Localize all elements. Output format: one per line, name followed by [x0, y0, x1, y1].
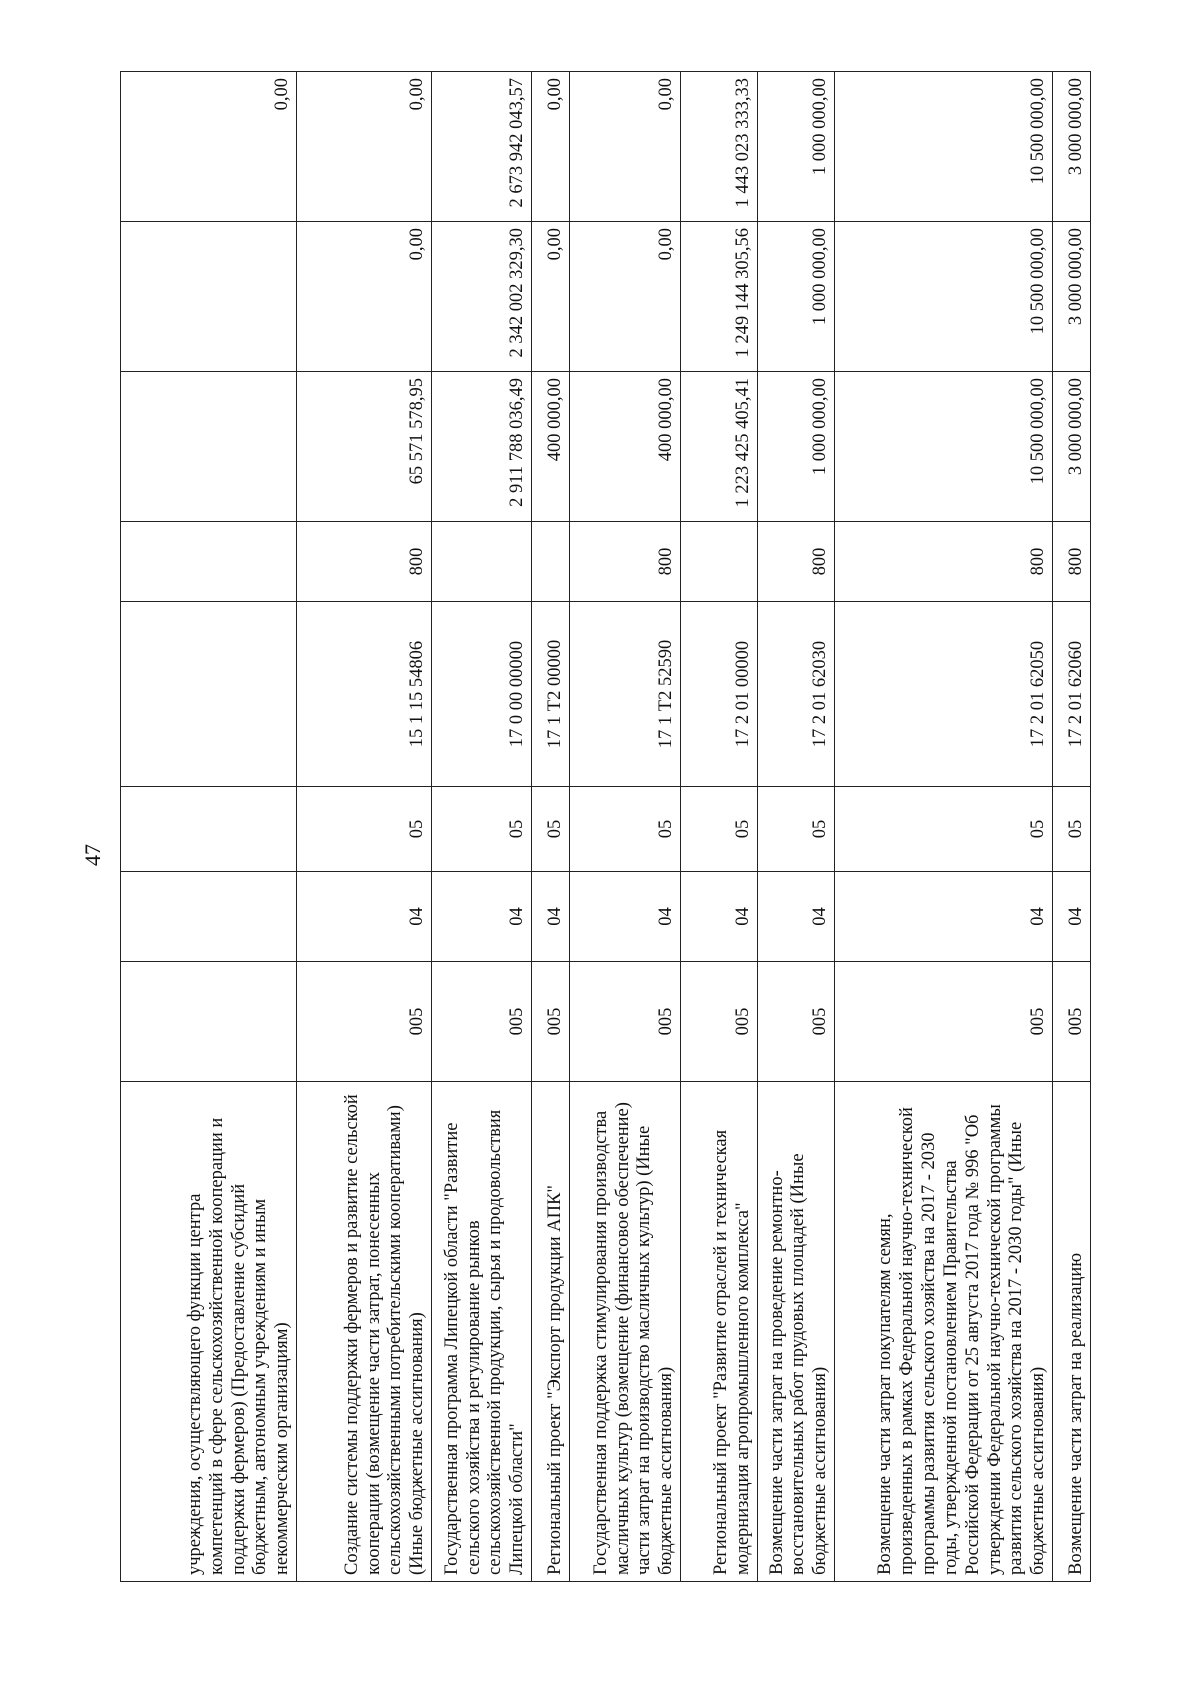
row-description: Возмещение части затрат на реализацию	[1053, 1082, 1091, 1582]
row-grbs: 005	[835, 962, 1053, 1082]
row-sum-2: 1 000 000,00	[758, 222, 835, 372]
row-sum-3: 3 000 000,00	[1053, 72, 1091, 222]
row-expense-type	[532, 522, 570, 602]
row-description: Государственная программа Липецкой области "Развитие сельского хозяйства и регулирование рынков сельскохозяйственной продукции, сырья и продовольствия Липецкой области"	[432, 1082, 532, 1582]
row-description: Региональный проект "Развитие отраслей и техническая модернизация агропромышленного комплекса"	[681, 1082, 758, 1582]
table-row	[681, 72, 758, 1582]
row-target-article: 15 1 15 54806	[297, 602, 432, 787]
row-target-article: 17 1 Т2 52590	[570, 602, 681, 787]
row-subsection: 05	[835, 787, 1053, 872]
row-sum-3: 1 000 000,00	[758, 72, 835, 222]
row-sum-1: 65 571 578,95	[297, 372, 432, 522]
budget-table	[120, 71, 1091, 1582]
row-expense-type: 800	[570, 522, 681, 602]
table-row	[297, 72, 432, 1582]
row-target-article	[121, 602, 297, 787]
row-section	[121, 872, 297, 962]
table-row	[570, 72, 681, 1582]
row-sum-3: 0,00	[121, 72, 297, 222]
row-sum-1: 1 000 000,00	[758, 372, 835, 522]
row-section: 04	[297, 872, 432, 962]
table-row	[532, 72, 570, 1582]
table-row	[121, 72, 297, 1582]
row-subsection: 05	[532, 787, 570, 872]
table-row	[758, 72, 835, 1582]
row-sum-3: 0,00	[297, 72, 432, 222]
row-sum-3: 1 443 023 333,33	[681, 72, 758, 222]
row-sum-2	[121, 222, 297, 372]
rotated-table-container	[120, 72, 1090, 1582]
table-row	[835, 72, 1053, 1582]
row-target-article: 17 0 00 00000	[432, 602, 532, 787]
row-sum-2: 0,00	[570, 222, 681, 372]
row-section: 04	[570, 872, 681, 962]
row-sum-1: 3 000 000,00	[1053, 372, 1091, 522]
row-section: 04	[758, 872, 835, 962]
row-sum-2: 2 342 002 329,30	[432, 222, 532, 372]
row-section: 04	[835, 872, 1053, 962]
row-subsection: 05	[681, 787, 758, 872]
row-grbs: 005	[758, 962, 835, 1082]
row-section: 04	[681, 872, 758, 962]
row-description: учреждения, осуществляющего функции центра компетенций в сфере сельскохозяйственной кооперации и поддержки фермеров) (Предоставление субсидий бюджетным, автономным учреждениям и иным некоммерческим организациям)	[121, 1082, 297, 1582]
row-expense-type	[681, 522, 758, 602]
table-row	[1053, 72, 1091, 1582]
row-sum-1: 400 000,00	[532, 372, 570, 522]
row-grbs	[121, 962, 297, 1082]
row-description: Государственная поддержка стимулирования производства масличных культур (возмещение (финансовое обеспечение) части затрат на производство масличных культур) (Иные бюджетные ассигнования)	[570, 1082, 681, 1582]
row-expense-type: 800	[297, 522, 432, 602]
row-sum-1: 10 500 000,00	[835, 372, 1053, 522]
row-expense-type: 800	[1053, 522, 1091, 602]
row-target-article: 17 2 01 62060	[1053, 602, 1091, 787]
row-grbs: 005	[681, 962, 758, 1082]
row-description: Создание системы поддержки фермеров и развитие сельской кооперации (возмещение части затрат, понесенных сельскохозяйственными потребительскими кооперативами) (Иные бюджетные ассигнования)	[297, 1082, 432, 1582]
row-target-article: 17 2 01 62030	[758, 602, 835, 787]
row-expense-type	[432, 522, 532, 602]
row-subsection: 05	[758, 787, 835, 872]
row-sum-3: 0,00	[532, 72, 570, 222]
row-sum-2: 10 500 000,00	[835, 222, 1053, 372]
row-subsection	[121, 787, 297, 872]
row-expense-type	[121, 522, 297, 602]
row-section: 04	[1053, 872, 1091, 962]
row-sum-1	[121, 372, 297, 522]
row-description: Региональный проект "Экспорт продукции АПК"	[532, 1082, 570, 1582]
row-grbs: 005	[1053, 962, 1091, 1082]
table-row	[432, 72, 532, 1582]
row-grbs: 005	[532, 962, 570, 1082]
row-sum-3: 10 500 000,00	[835, 72, 1053, 222]
row-expense-type: 800	[835, 522, 1053, 602]
row-description: Возмещение части затрат на проведение ремонтно-восстановительных работ прудовых площадей (Иные бюджетные ассигнования)	[758, 1082, 835, 1582]
row-subsection: 05	[297, 787, 432, 872]
row-subsection: 05	[1053, 787, 1091, 872]
row-sum-2: 0,00	[297, 222, 432, 372]
row-grbs: 005	[297, 962, 432, 1082]
row-expense-type: 800	[758, 522, 835, 602]
row-sum-3: 0,00	[570, 72, 681, 222]
row-target-article: 17 2 01 62050	[835, 602, 1053, 787]
row-sum-1: 2 911 788 036,49	[432, 372, 532, 522]
row-description: Возмещение части затрат покупателям семян, произведенных в рамках Федеральной научно-технической программы развития сельского хозяйства на 2017 - 2030 годы, утвержденной постановлением Правительства Российской Федерации от 25 августа 2017 года № 996 "Об утверждении Федеральной научно-технической программы развития сельского хозяйства на 2017 - 2030 годы" (Иные бюджетные ассигнования)	[835, 1082, 1053, 1582]
row-subsection: 05	[432, 787, 532, 872]
row-sum-3: 2 673 942 043,57	[432, 72, 532, 222]
row-target-article: 17 2 01 00000	[681, 602, 758, 787]
row-sum-2: 0,00	[532, 222, 570, 372]
row-sum-2: 3 000 000,00	[1053, 222, 1091, 372]
row-section: 04	[532, 872, 570, 962]
row-target-article: 17 1 Т2 00000	[532, 602, 570, 787]
row-sum-1: 1 223 425 405,41	[681, 372, 758, 522]
row-sum-1: 400 000,00	[570, 372, 681, 522]
row-section: 04	[432, 872, 532, 962]
row-sum-2: 1 249 144 305,56	[681, 222, 758, 372]
page-number: 47	[80, 844, 105, 866]
row-grbs: 005	[432, 962, 532, 1082]
row-grbs: 005	[570, 962, 681, 1082]
row-subsection: 05	[570, 787, 681, 872]
